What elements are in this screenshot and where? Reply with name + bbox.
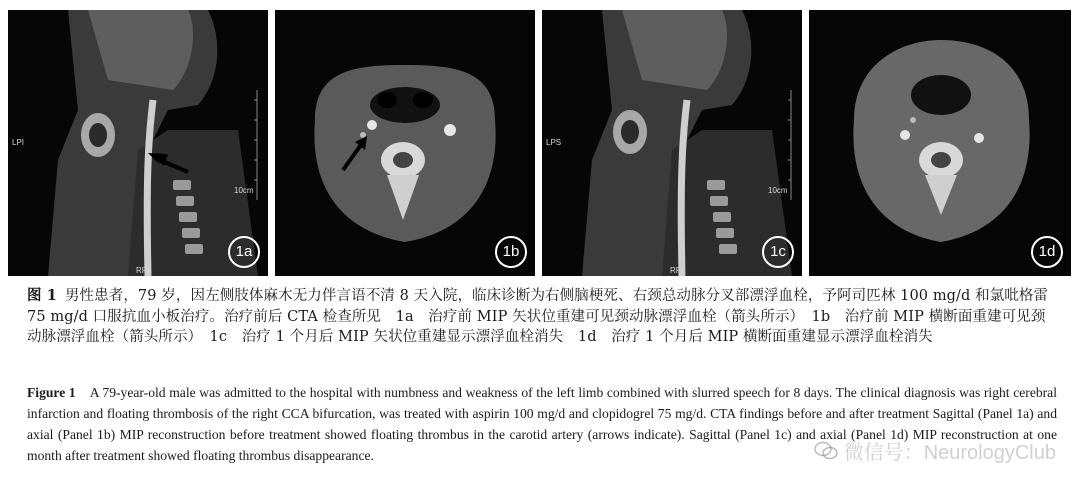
watermark [814, 436, 1056, 465]
sagittal-image-1c [542, 10, 802, 276]
caption-en-text: A 79-year-old male was admitted to the hospital with numbness and weakness of the left limb combined with slurred speech for 8 days. The clinical diagnosis was right cerebral infarction and floating thrombosis of the right CCA bifurcation, was treated with aspirin 100 mg/d and clopidogrel 75 mg/d. CTA findings before and after treatment Sagittal (Panel 1a) and axial (Panel 1b) MIP reconstruction before treatment showed floating thrombus in the carotid artery (arrows indicate). Sagittal (Panel 1c) and axial (Panel 1d) MIP reconstruction at one month after treatment showed floating thrombus disappearance. [27, 385, 1057, 463]
side-label-1a: LPI [12, 138, 25, 147]
scale-label-1c: 10cm [768, 186, 788, 195]
scale-label-1a: 10cm [234, 186, 254, 195]
side-label-1c: LPS [546, 138, 562, 147]
figure-caption-chinese [27, 286, 1057, 348]
panel-1b [275, 10, 535, 276]
panel-badge-1c: 1c [762, 236, 794, 268]
caption-en-lead: Figure 1 [27, 385, 76, 400]
panel-1d [809, 10, 1071, 276]
panel-badge-1a: 1a [228, 236, 260, 268]
bottom-label-1c: RPI [670, 266, 684, 275]
axial-image-1d [809, 10, 1071, 276]
panel-badge-1b: 1b [495, 236, 527, 268]
caption-cn-text: 男性患者，79 岁，因左侧肢体麻木无力伴言语不清 8 天入院，临床诊断为右侧脑梗死、右颈总动脉分叉部漂浮血栓，予阿司匹林 100 mg/d 和氯吡格雷 75 mg/d 口服抗血小板治疗。治疗前后 CTA 检查所见 1a 治疗前 MIP 矢状位重建可见颈动脉漂浮血栓（箭头所示） 1b 治疗前 MIP 横断面重建可见颈动脉漂浮血栓（箭头所示） 1c 治疗 1 个月后 MIP 矢状位重建显示漂浮血栓消失 1d 治疗 1 个月后 MIP 横断面重建显示漂浮血栓消失 [27, 288, 1049, 345]
panel-badge-1d: 1d [1031, 236, 1063, 268]
axial-image-1b [275, 10, 535, 276]
sagittal-image-1a [8, 10, 268, 276]
bottom-label-1a: RPI [136, 266, 150, 275]
watermark-text: 微信号：NeurologyClub [843, 442, 1056, 464]
panel-1c [542, 10, 802, 276]
caption-cn-lead: 图 1 [27, 287, 57, 304]
panel-1a [8, 10, 268, 276]
wechat-icon [814, 441, 838, 461]
